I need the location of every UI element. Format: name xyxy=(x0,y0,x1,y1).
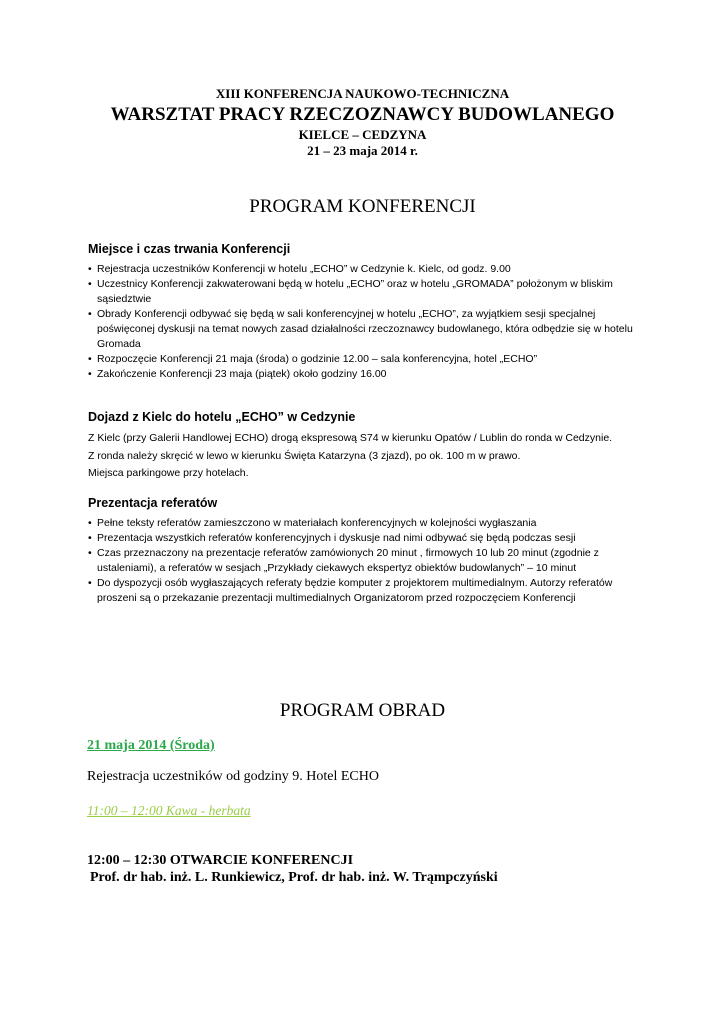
list-item xyxy=(88,546,648,576)
section-travel-title: Dojazd z Kielc do hotelu „ECHO” w Cedzynie xyxy=(88,410,356,424)
list-item xyxy=(88,516,648,531)
list-item xyxy=(88,307,648,352)
bullet-icon: • xyxy=(88,278,92,290)
list-item-text: Rejestracja uczestników Konferencji w hotelu „ECHO” w Cedzynie k. Kielc, od godz. 9.00 xyxy=(97,263,511,275)
place-list xyxy=(88,262,648,382)
travel-line: Miejsca parkingowe przy hotelach. xyxy=(88,467,249,479)
agenda-day: 21 maja 2014 (Środa) xyxy=(87,738,215,753)
agenda-coffee-break: 11:00 – 12:00 Kawa - herbata xyxy=(87,803,251,818)
papers-list xyxy=(88,516,648,606)
bullet-icon: • xyxy=(88,547,92,559)
list-item-text: Uczestnicy Konferencji zakwaterowani będą w hotelu „ECHO” oraz w hotelu „GROMADA” położonym w bliskim sąsiedztwie xyxy=(97,278,613,305)
bullet-icon: • xyxy=(88,263,92,275)
conference-title: WARSZTAT PRACY RZECZOZNAWCY BUDOWLANEGO xyxy=(110,104,615,125)
list-item-text: Obrady Konferencji odbywać się będą w sali konferencyjnej w hotelu „ECHO”, za wyjątkiem sesji specjalnej poświęconej dyskusji na temat nowych zasad działalności rzeczoznawcy budowlanego, która odbędzie się w hotelu Gromada xyxy=(97,308,633,350)
list-item xyxy=(88,531,648,546)
bullet-icon: • xyxy=(88,368,92,380)
travel-line: Z Kielc (przy Galerii Handlowej ECHO) drogą ekspresową S74 w kierunku Opatów / Lublin do ronda w Cedzynie. xyxy=(88,432,613,444)
conference-location: KIELCE – CEDZYNA xyxy=(298,127,427,142)
list-item xyxy=(88,576,648,606)
bullet-icon: • xyxy=(88,517,92,529)
list-item xyxy=(88,367,648,382)
section-place-time xyxy=(88,242,648,382)
list-item-text: Rozpoczęcie Konferencji 21 maja (środa) o godzinie 12.00 – sala konferencyjna, hotel „ECHO” xyxy=(97,353,538,365)
bullet-icon: • xyxy=(88,353,92,365)
program-title: PROGRAM KONFERENCJI xyxy=(249,196,476,217)
section-papers xyxy=(88,496,648,606)
agenda-speakers: Prof. dr hab. inż. L. Runkiewicz, Prof. dr hab. inż. W. Trąmpczyński xyxy=(90,870,498,885)
section-place-title: Miejsce i czas trwania Konferencji xyxy=(88,242,291,256)
list-item xyxy=(88,352,648,367)
list-item-text: Prezentacja wszystkich referatów konferencyjnych i dyskusje nad nimi odbywać się będą podczas sesji xyxy=(97,532,576,544)
list-item xyxy=(88,277,648,307)
bullet-icon: • xyxy=(88,532,92,544)
bullet-icon: • xyxy=(88,577,92,589)
conference-dates: 21 – 23 maja 2014 r. xyxy=(307,143,418,158)
conference-subtitle: XIII KONFERENCJA NAUKOWO-TECHNICZNA xyxy=(215,86,510,101)
section-papers-title: Prezentacja referatów xyxy=(88,496,218,510)
list-item-text: Czas przeznaczony na prezentacje referatów zamówionych 20 minut , firmowych 10 lub 20 minut (zgodnie z ustaleniami), a referatów w sesjach „Przykłady ciekawych ekspertyz obiektów budowlanych” – 10 minut xyxy=(97,547,599,574)
list-item xyxy=(88,262,648,277)
agenda-registration: Rejestracja uczestników od godziny 9. Hotel ECHO xyxy=(87,769,379,784)
travel-line: Z ronda należy skręcić w lewo w kierunku Święta Katarzyna (3 zjazd), po ok. 100 m w prawo. xyxy=(88,449,521,462)
bullet-icon: • xyxy=(88,308,92,320)
agenda-title: PROGRAM OBRAD xyxy=(279,700,446,721)
agenda-opening: 12:00 – 12:30 OTWARCIE KONFERENCJI xyxy=(87,853,354,868)
list-item-text: Zakończenie Konferencji 23 maja (piątek) około godziny 16.00 xyxy=(97,368,387,380)
list-item-text: Do dyspozycji osób wygłaszających referaty będzie komputer z projektorem multimedialnym. Autorzy referatów proszeni są o przekazanie prezentacji multimedialnych Organizatorom przed rozpoczęciem Konferencji xyxy=(97,577,613,604)
list-item-text: Pełne teksty referatów zamieszczono w materiałach konferencyjnych w kolejności wygłaszania xyxy=(97,517,537,529)
section-travel xyxy=(88,410,648,483)
